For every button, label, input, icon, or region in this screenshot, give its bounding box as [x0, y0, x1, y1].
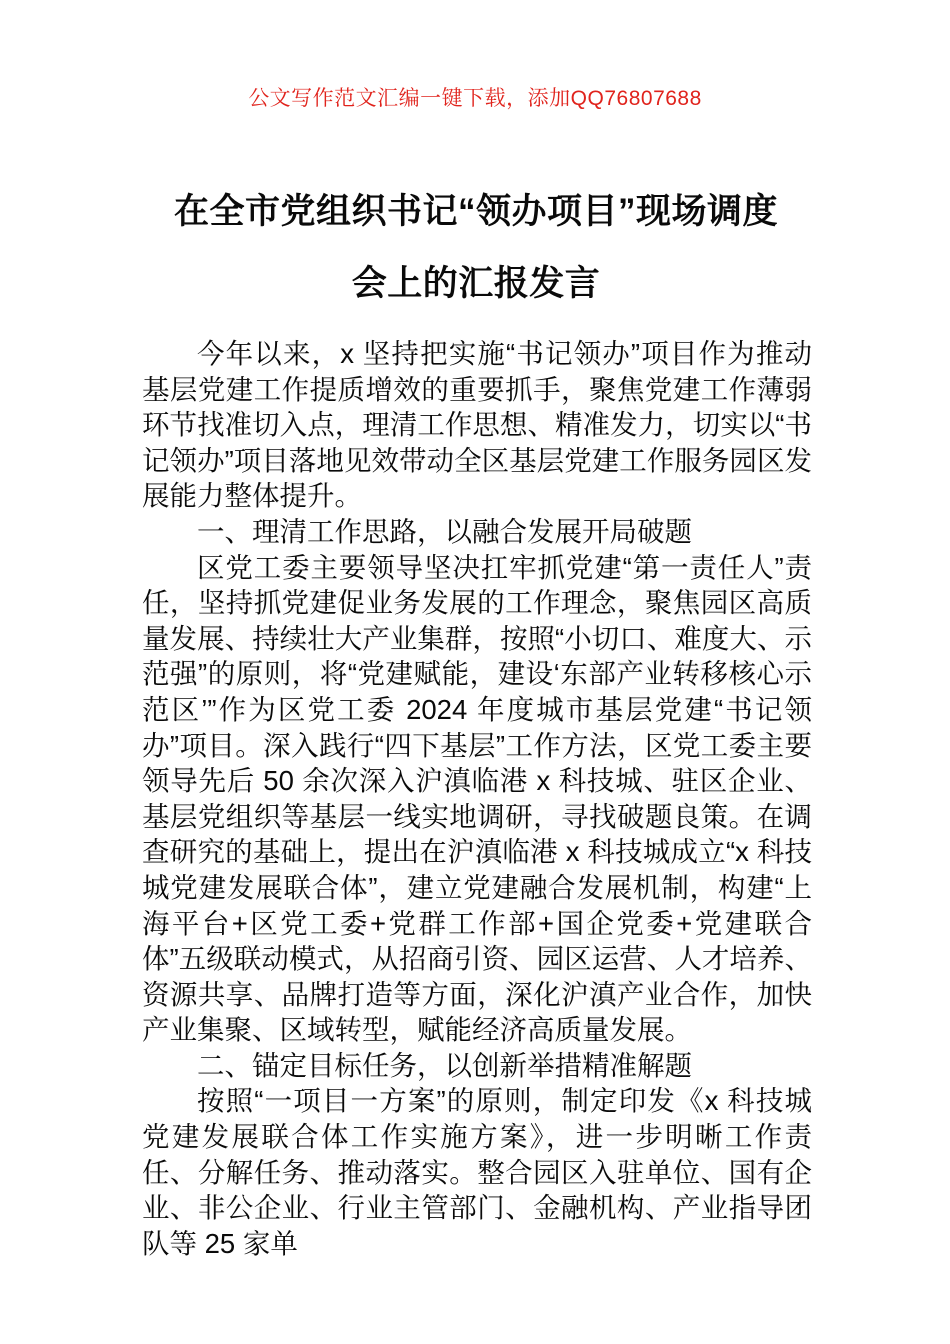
watermark-banner: 公文写作范文汇编一键下载，添加QQ76807688 [248, 87, 702, 110]
document-body [142, 336, 812, 1261]
page-title [142, 176, 810, 320]
title-line-2: 会上的汇报发言 [351, 264, 601, 303]
paragraph-intro: 今年以来，x 坚持把实施“书记领办”项目作为推动基层党建工作提质增效的重要抓手，聚焦党建工作薄弱环节找准切入点，理清工作思想、精准发力，切实以“书记领办”项目落地见效带动全区基层党建工作服务园区发展能力整体提升。 [142, 338, 812, 512]
title-line-1: 在全市党组织书记“领办项目”现场调度 [173, 192, 778, 231]
section-heading-1: 一、理清工作思路，以融合发展开局破题 [197, 515, 692, 547]
section-heading-2: 二、锚定目标任务，以创新举措精准解题 [197, 1049, 692, 1081]
paragraph-section-2: 按照“一项目一方案”的原则，制定印发《x 科技城党建发展联合体工作实施方案》，进一步明晰工作责任、分解任务、推动落实。整合园区入驻单位、国有企业、非公企业、行业主管部门、金融机构、产业指导团队等 25 家单 [142, 1085, 812, 1259]
paragraph-section-1: 区党工委主要领导坚决扛牢抓党建“第一责任人”责任，坚持抓党建促业务发展的工作理念，聚焦园区高质量发展、持续壮大产业集群，按照“小切口、难度大、示范强”的原则，将“党建赋能，建设‘东部产业转移核心示范区’”作为区党工委 2024 年度城市基层党建“书记领办”项目。深入践行“四下基层”工作方法，区党工委主要领导先后 50 余次深入沪滇临港 x 科技城、驻区企业、基层党组织等基层一线实地调研，寻找破题良策。在调查研究的基础上，提出在沪滇临港 x 科技城成立“x 科技城党建发展联合体”，建立党建融合发展机制，构建“上海平台+区党工委+党群工作部+国企党委+党建联合体”五级联动模式，从招商引资、园区运营、人才培养、资源共享、品牌打造等方面，深化沪滇产业合作，加快产业集聚、区域转型，赋能经济高质量发展。 [142, 551, 812, 1046]
